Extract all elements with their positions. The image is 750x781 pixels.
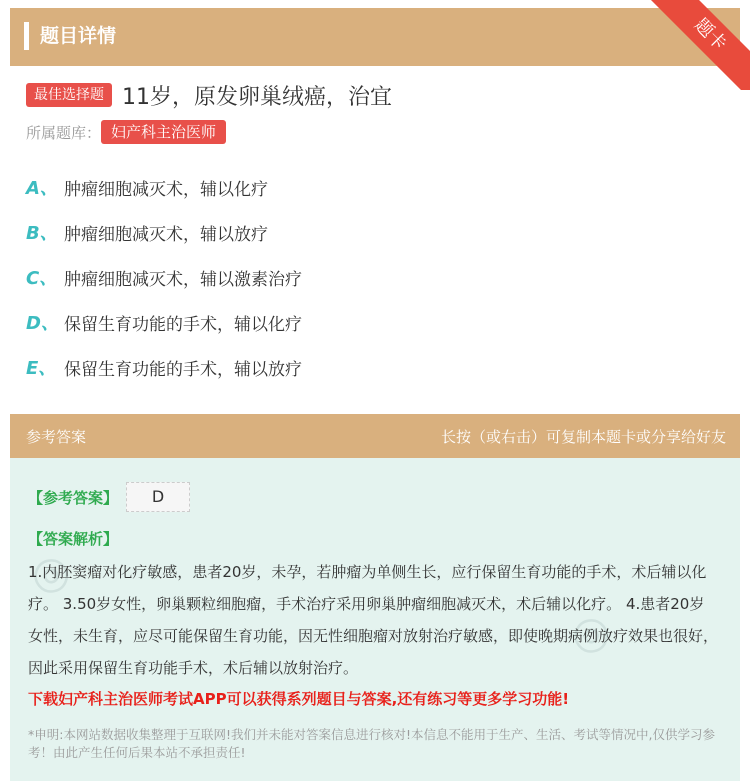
analysis-text: 1.内胚窦瘤对化疗敏感，患者20岁，未孕，若肿瘤为单侧生长，应行保留生育功能的手术，术后辅以化疗。 3.50岁女性，卵巢颗粒细胞瘤，手术治疗采用卵巢肿瘤细胞减灭术，术后辅以化疗。 4.患者20岁女性，未生育，应尽可能保留生育功能，因无性细胞瘤对放射治疗敏感，即使晚期病例放疗效果也很好，因此采用保留生育功能手术，术后辅以放射治疗。 bbox=[28, 563, 719, 677]
question-type-badge: 最佳选择题 bbox=[26, 83, 112, 107]
option-c[interactable] bbox=[26, 262, 302, 292]
answer-header bbox=[10, 414, 740, 458]
option-letter: C、 bbox=[26, 268, 58, 289]
answer-value: D bbox=[126, 482, 190, 512]
watermark-logo: ◎ bbox=[18, 541, 81, 606]
option-letter: E、 bbox=[26, 358, 57, 379]
question-panel bbox=[10, 66, 740, 406]
share-hint: 长按（或右击）可复制本题卡或分享给好友 bbox=[440, 428, 726, 446]
bank-label: 所属题库： bbox=[26, 123, 102, 142]
header-accent-bar bbox=[24, 22, 29, 50]
answer-label: 【参考答案】 bbox=[28, 488, 119, 507]
answer-section-title: 参考答案 bbox=[26, 428, 87, 446]
option-text: 肿瘤细胞减灭术，辅以激素治疗 bbox=[64, 269, 302, 290]
option-letter: D、 bbox=[26, 313, 59, 334]
page-title: 题目详情 bbox=[40, 25, 117, 47]
question-line bbox=[26, 80, 392, 110]
answer-body bbox=[10, 458, 740, 781]
option-a[interactable] bbox=[26, 172, 268, 202]
question-text: 11岁，原发卵巢绒癌，治宜 bbox=[122, 84, 392, 110]
analysis-label: 【答案解析】 bbox=[28, 530, 119, 548]
watermark-logo: ◎ bbox=[558, 601, 621, 666]
option-letter: A、 bbox=[26, 178, 58, 199]
app-promo-link[interactable]: 下载妇产科主治医师考试APP可以获得系列题目与答案,还有练习等更多学习功能! bbox=[28, 690, 570, 708]
bank-link[interactable]: 妇产科主治医师 bbox=[101, 120, 226, 144]
option-text: 保留生育功能的手术，辅以化疗 bbox=[64, 314, 302, 335]
question-bank bbox=[26, 120, 226, 144]
page-header bbox=[10, 8, 740, 66]
disclaimer: *申明:本网站数据收集整理于互联网!我们并未能对答案信息进行核对!本信息不能用于生产、生活、考试等情况中,仅供学习参考！由此产生任何后果本站不承担责任! bbox=[28, 727, 715, 760]
option-b[interactable] bbox=[26, 217, 268, 247]
option-letter: B、 bbox=[26, 223, 58, 244]
option-text: 保留生育功能的手术，辅以放疗 bbox=[64, 359, 302, 380]
option-e[interactable] bbox=[26, 352, 302, 382]
answer-line bbox=[28, 482, 190, 512]
ribbon-label: 题卡 bbox=[648, 0, 750, 90]
option-text: 肿瘤细胞减灭术，辅以放疗 bbox=[64, 224, 268, 245]
option-d[interactable] bbox=[26, 307, 302, 337]
option-text: 肿瘤细胞减灭术，辅以化疗 bbox=[64, 179, 268, 200]
